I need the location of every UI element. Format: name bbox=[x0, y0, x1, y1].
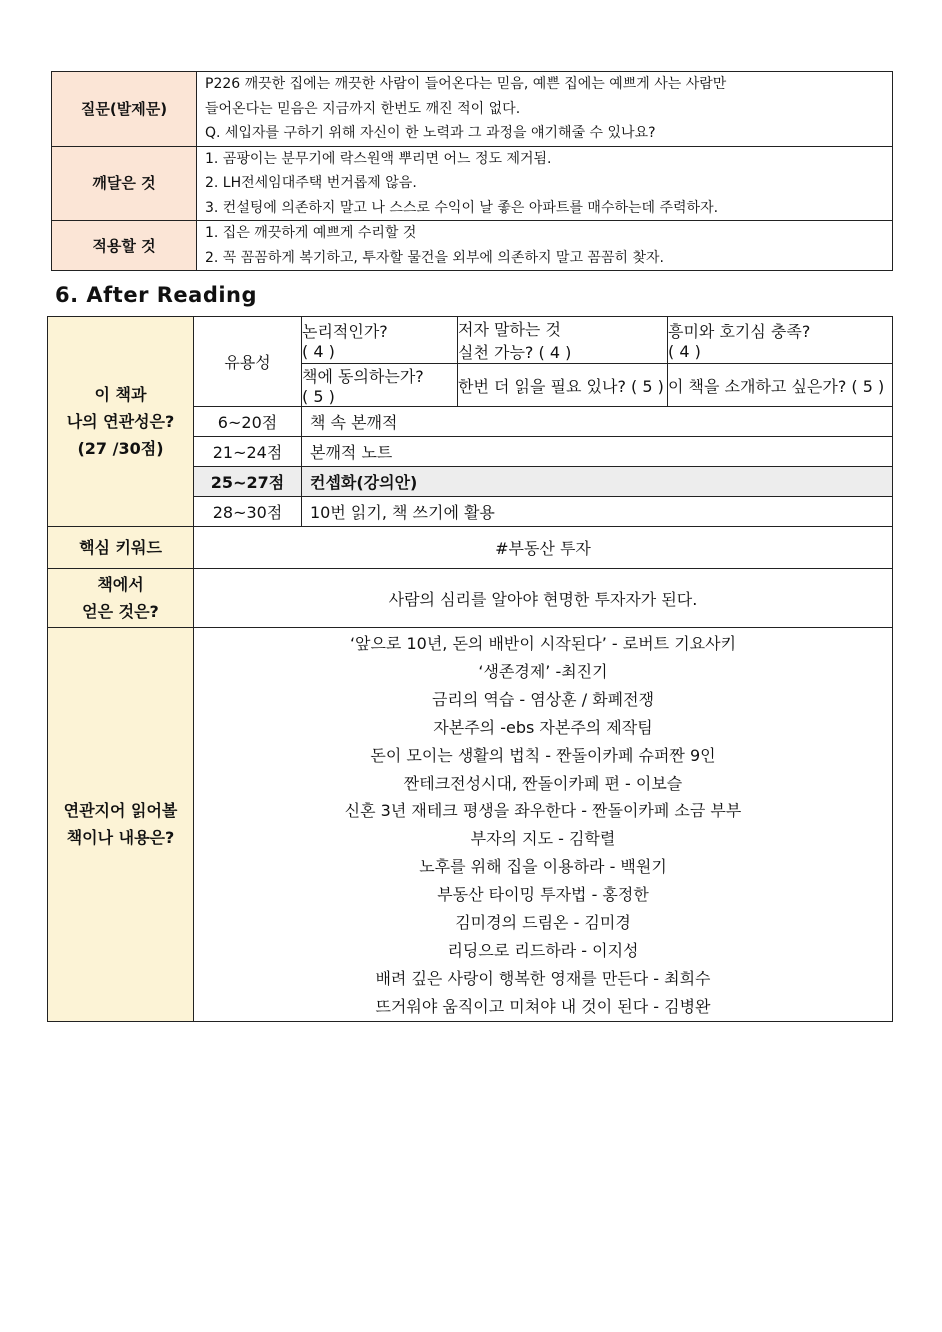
keyword-label: 핵심 키워드 bbox=[48, 527, 194, 569]
question-title: 논리적인가? bbox=[302, 322, 388, 341]
relevance-label-line: (27 /30점) bbox=[77, 439, 164, 458]
question-score: ( 4 ) bbox=[668, 342, 701, 361]
book-item: 뜨거워야 움직이고 미쳐야 내 것이 된다 - 김병완 bbox=[375, 996, 711, 1016]
usefulness-label: 유용성 bbox=[194, 317, 302, 407]
interest-question bbox=[668, 317, 893, 364]
question-line: 들어온다는 믿음은 지금까지 한번도 깨진 적이 없다. bbox=[205, 100, 521, 117]
score-text-selected: 컨셉화(강의안) bbox=[302, 467, 893, 497]
book-item: 부자의 지도 - 김학렬 bbox=[470, 829, 616, 849]
question-score: 실천 가능? ( 4 ) bbox=[458, 343, 572, 362]
keyword-value: #부동산 투자 bbox=[194, 527, 893, 569]
question-score: ( 4 ) bbox=[302, 342, 335, 361]
relevance-label-line: 나의 연관성은? bbox=[66, 412, 175, 431]
score-range: 28~30점 bbox=[194, 497, 302, 527]
score-text: 본깨적 노트 bbox=[302, 437, 893, 467]
realized-line: 2. LH전세임대주택 번거롭제 않음. bbox=[205, 175, 417, 191]
apply-line: 1. 집은 깨끗하게 예쁘게 수리할 것 bbox=[205, 225, 417, 241]
score-range-selected: 25~27점 bbox=[194, 467, 302, 497]
gained-label-line: 책에서 bbox=[97, 575, 144, 594]
agree-question bbox=[302, 364, 458, 407]
question-title: 흥미와 호기심 충족? bbox=[668, 322, 811, 341]
section-title: 6. After Reading bbox=[55, 283, 258, 307]
question-label: 질문(발제문) bbox=[52, 72, 197, 147]
relevance-label-line: 이 책과 bbox=[94, 385, 147, 404]
reread-question: 한번 더 읽을 필요 있나? ( 5 ) bbox=[458, 364, 668, 407]
book-item: ‘생존경제’ -최진기 bbox=[478, 661, 608, 681]
realized-line: 1. 곰팡이는 분무기에 락스원액 뿌리면 어느 정도 제거됨. bbox=[205, 150, 552, 167]
book-item: 자본주의 -ebs 자본주의 제작팀 bbox=[433, 717, 653, 737]
realized-line: 3. 컨설팅에 의존하지 말고 나 스스로 수익이 날 좋은 아파트를 매수하는데 주력하자. bbox=[205, 199, 719, 216]
gained-value: 사람의 심리를 알아야 현명한 투자자가 된다. bbox=[194, 569, 893, 628]
book-item: 김미경의 드림온 - 김미경 bbox=[455, 913, 631, 933]
related-books bbox=[194, 628, 893, 1022]
practical-question bbox=[458, 317, 668, 364]
question-title: 책에 동의하는가? bbox=[302, 367, 424, 386]
book-item: 리딩으로 리드하라 - 이지성 bbox=[447, 940, 639, 960]
question-title: 저자 말하는 것 bbox=[458, 320, 561, 339]
book-item: 배려 깊은 사랑이 행복한 영재를 만든다 - 최희수 bbox=[375, 968, 711, 988]
book-item: 부동산 타이밍 투자법 - 홍정한 bbox=[437, 885, 649, 905]
book-item: 노후를 위해 집을 이용하라 - 백원기 bbox=[419, 857, 667, 877]
book-item: ‘앞으로 10년, 돈의 배반이 시작된다’ - 로버트 기요사키 bbox=[349, 634, 737, 653]
realized-content bbox=[197, 146, 893, 221]
score-range: 6~20점 bbox=[194, 407, 302, 437]
realized-label: 깨달은 것 bbox=[52, 146, 197, 221]
question-score: ( 5 ) bbox=[302, 387, 335, 406]
question-line: P226 깨끗한 집에는 깨끗한 사람이 들어온다는 믿음, 예쁜 집에는 예쁘게 사는 사람만 bbox=[205, 76, 727, 92]
gained-label-line: 얻은 것은? bbox=[82, 602, 159, 621]
book-item: 돈이 모이는 생활의 법칙 - 짠돌이카페 슈퍼짠 9인 bbox=[370, 745, 716, 765]
question-content bbox=[197, 72, 893, 147]
score-text: 10번 읽기, 책 쓰기에 활용 bbox=[302, 497, 893, 527]
question-line: Q. 세입자를 구하기 위해 자신이 한 노력과 그 과정을 얘기해줄 수 있나요? bbox=[205, 125, 656, 141]
score-text: 책 속 본깨적 bbox=[302, 407, 893, 437]
book-item: 짠테크전성시대, 짠돌이카페 편 - 이보슬 bbox=[403, 773, 683, 793]
book-item: 신혼 3년 재테크 평생을 좌우한다 - 짠돌이카페 소금 부부 bbox=[344, 801, 742, 821]
apply-line: 2. 꼭 꼼꼼하게 복기하고, 투자할 물건을 외부에 의존하지 말고 꼼꼼히 찾자. bbox=[205, 249, 664, 266]
apply-content bbox=[197, 221, 893, 271]
related-label bbox=[48, 628, 194, 1022]
recommend-question: 이 책을 소개하고 싶은가? ( 5 ) bbox=[668, 364, 893, 407]
after-reading-table bbox=[47, 316, 893, 1022]
relevance-label bbox=[48, 317, 194, 527]
apply-label: 적용할 것 bbox=[52, 221, 197, 271]
book-item: 금리의 역습 - 염상훈 / 화폐전쟁 bbox=[431, 689, 655, 709]
gained-label bbox=[48, 569, 194, 628]
questions-table bbox=[51, 71, 893, 271]
related-label-line: 연관지어 읽어볼 bbox=[63, 801, 178, 821]
score-range: 21~24점 bbox=[194, 437, 302, 467]
related-label-line: 책이나 내용은? bbox=[66, 828, 175, 848]
logical-question bbox=[302, 317, 458, 364]
